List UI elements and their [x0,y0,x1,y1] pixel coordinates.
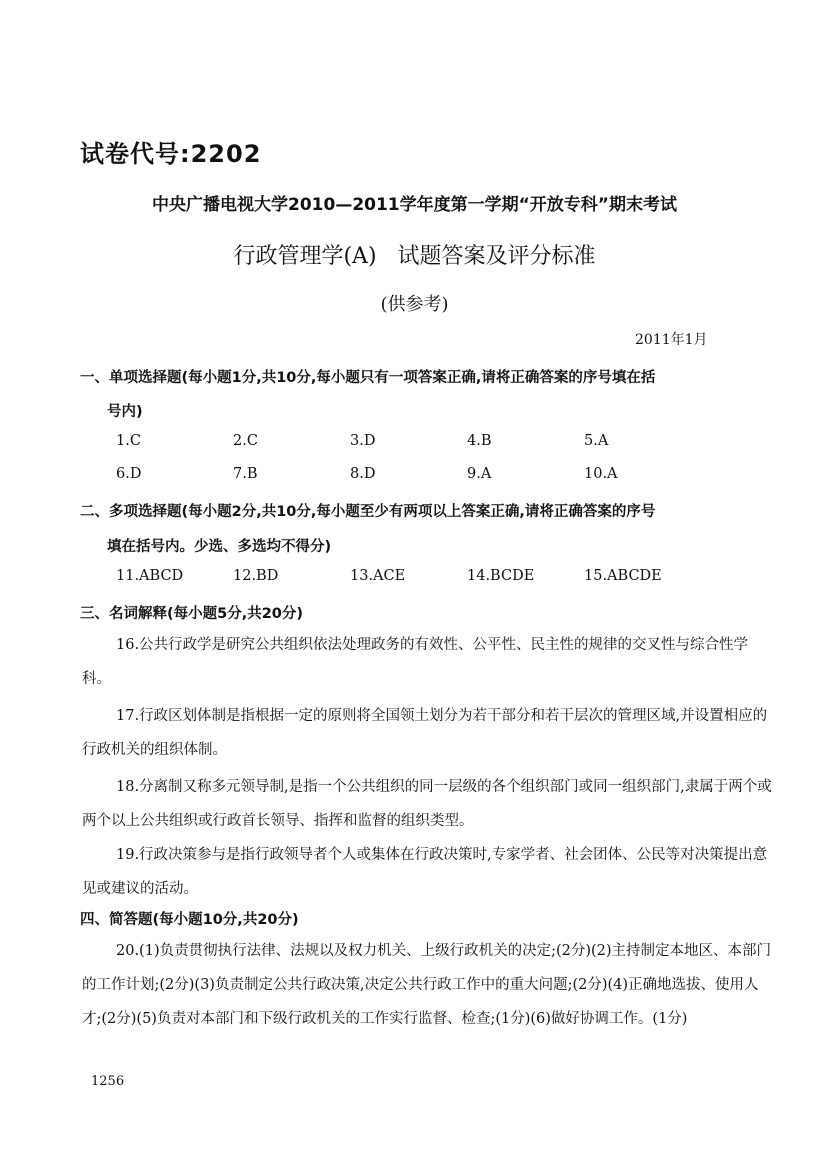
section-3-heading: 三、名词解释(每小题5分,共20分) [80,606,304,622]
answer-row [116,433,701,449]
definition-18: 18.分离制又称多元领导制,是指一个公共组织的同一层级的各个组织部门或同一组织部门,隶属于两个或两个以上公共组织或行政首长领导、指挥和监督的组织类型。 [82,779,772,829]
answer-item: 5.A [584,433,609,449]
answer-item: 8.D [350,466,376,482]
definition-16: 16.公共行政学是研究公共组织依法处理政务的有效性、公平性、民主性的规律的交叉性与综合性学科。 [82,637,749,687]
section-1-heading: 一、单项选择题(每小题1分,共10分,每小题只有一项答案正确,请将正确答案的序号填在括 [80,370,656,386]
page-number: 1256 [91,1074,125,1089]
answer-item: 6.D [116,466,142,482]
section-2-heading-cont: 填在括号内。少选、多选均不得分) [107,539,332,555]
answer-item: 13.ACE [350,568,406,584]
definition-19: 19.行政决策参与是指行政领导者个人或集体在行政决策时,专家学者、社会团体、公民等对决策提出意见或建议的活动。 [82,847,768,897]
answer-item: 7.B [233,466,258,482]
answer-item: 15.ABCDE [584,568,662,584]
answer-item: 14.BCDE [467,568,535,584]
section-4-heading: 四、简答题(每小题10分,共20分) [80,912,299,928]
section-2-heading: 二、多项选择题(每小题2分,共10分,每小题至少有两项以上答案正确,请将正确答案的序号 [80,504,656,520]
answer-item: 4.B [467,433,492,449]
answer-row [116,568,701,584]
section-1-heading-cont: 号内) [107,404,143,420]
exam-date: 2011年1月 [635,332,708,348]
answer-row [116,466,701,482]
short-answer-20: 20.(1)负责贯彻执行法律、法规以及权力机关、上级行政机关的决定;(2分)(2)主持制定本地区、本部门的工作计划;(2分)(3)负责制定公共行政决策,决定公共行政工作中的重大问题;(2分)(4)正确地选拔、使用人才;(2分)(5)负责对本部门和下级行政机关的工作实行监督、检查;(1分)(6)做好协调工作。(1分) [82,943,772,1027]
answer-item: 12.BD [233,568,279,584]
page-subtitle: (供参考) [380,294,449,315]
answer-item: 11.ABCD [116,568,184,584]
definition-17: 17.行政区划体制是指根据一定的原则将全国领土划分为若干部分和若干层次的管理区域,并设置相应的行政机关的组织体制。 [82,708,768,758]
paper-code: 试卷代号:2202 [80,140,262,168]
school-line: 中央广播电视大学2010—2011学年度第一学期“开放专科”期末考试 [152,195,677,215]
answer-item: 9.A [467,466,492,482]
answer-item: 3.D [350,433,376,449]
page-title: 行政管理学(A) 试题答案及评分标准 [233,244,596,269]
answer-item: 1.C [116,433,141,449]
answer-item: 2.C [233,433,258,449]
answer-item: 10.A [584,466,618,482]
